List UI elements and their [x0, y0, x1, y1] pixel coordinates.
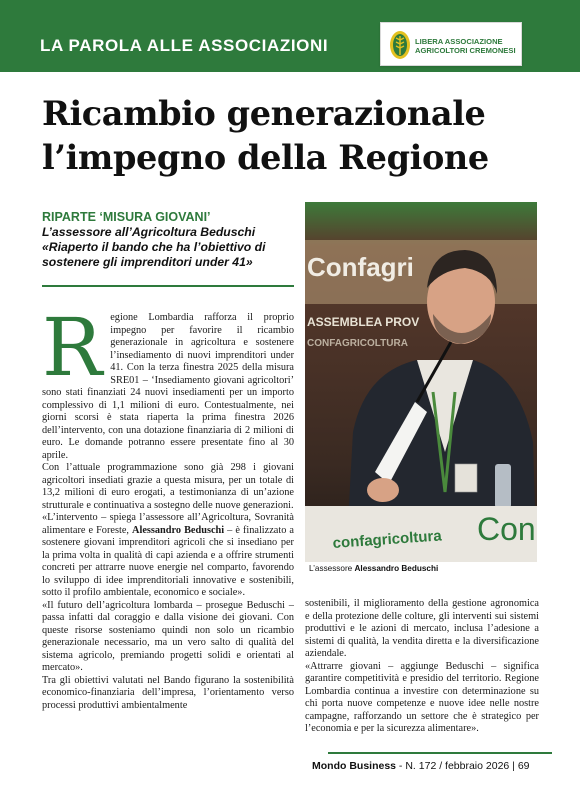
quote-intro: «L’intervento – spiega l’assessore all’Agricoltura, Sovranità alimentare e Foreste,	[42, 512, 294, 536]
footer-divider	[328, 752, 552, 754]
article-kicker: RIPARTE ‘MISURA GIOVANI’	[42, 210, 211, 224]
lead-paragraph	[42, 312, 294, 462]
page-footer	[312, 760, 530, 772]
photo-caption	[305, 562, 537, 576]
section-header-band	[0, 0, 580, 72]
body-paragraph-6: sostenibili, il miglioramento della gestione agronomica e della protezione delle colture, gli interventi sui sistemi produttivi e le azioni di mercato, inclusa l’adesione a sistemi di qualità, la vendita diretta e la diversificazione aziendale.	[305, 598, 539, 659]
caption-prefix: L’assessore	[309, 564, 355, 573]
caption-name: Alessandro Beduschi	[354, 564, 439, 573]
logo-text-line1: LIBERA ASSOCIAZIONE	[415, 37, 503, 46]
article-body-right-column	[305, 598, 539, 746]
backdrop-text-1: Confagri	[307, 252, 414, 282]
association-logo	[380, 22, 522, 66]
speaker-photo-illustration	[305, 202, 537, 576]
podium-text: confagricoltura	[332, 527, 443, 552]
body-paragraph-3	[42, 512, 294, 600]
article-body-left-column	[42, 312, 294, 794]
quoted-person-name: Alessandro Beduschi	[132, 524, 225, 536]
podium-text-big: Con	[477, 511, 536, 547]
wheat-emblem-icon	[389, 30, 411, 60]
issue-info: - N. 172 / febbraio 2026 | 69	[396, 760, 530, 772]
drop-cap: R	[42, 312, 103, 394]
article-subhead: L’assessore all’Agricoltura Beduschi «Riaperto il bando che ha l’obiettivo di sostenere gli imprenditori under 41»	[42, 225, 266, 269]
body-paragraph-5: Tra gli obiettivi valutati nel Bando figurano la sostenibilità economico-finanziaria dell’impresa, l’orientamento verso processi produttivi ambientalmente	[42, 674, 294, 711]
backdrop-text-2: ASSEMBLEA PROV	[307, 315, 420, 329]
section-title: LA PAROLA ALLE ASSOCIAZIONI	[40, 36, 329, 55]
logo-text-line2: AGRICOLTORI CREMONESI	[415, 46, 516, 55]
article-headline	[42, 92, 552, 180]
headline-line2: l’impegno della Regione	[42, 138, 489, 177]
body-paragraph-4: «Il futuro dell’agricoltura lombarda – prosegue Beduschi – passa infatti dal coraggio e dalla visione dei giovani. Con queste risorse sosteniamo quindi non solo un ricambio generazionale necessario, ma un vero salto di qualità del sistema agricolo, premiando progetti solidi e orientati al mercato».	[42, 599, 294, 673]
body-paragraph-7: «Attrarre giovani – aggiunge Beduschi – significa garantire competitività e presidio del territorio. Regione Lombardia continua a investire con determinazione su chi porta nuove competenze e nuove idee nelle nostre campagne, rafforzando un settore che è strategico per l’economia e per la sicurezza alimentare».	[305, 660, 539, 734]
magazine-name: Mondo Business	[312, 760, 397, 772]
quote-text: – è finalizzato a sostenere giovani imprenditori agricoli che si insediano per la prima volta in qualità di capi azienda e a offrire strumenti concreti per attrarre nuove energie nel comparto, favorendo lo sviluppo di idee imprenditoriali innovative e sostenibili, sotto il profilo ambientale, economico e sociale».	[42, 524, 294, 598]
subhead-divider	[42, 285, 294, 287]
lead-text: egione Lombardia rafforza il proprio impegno per favorire il ricambio generazionale in agricoltura e sostenere l’insediamento di nuovi imprenditori under 41. Con la terza finestra 2025 della misura SRE01 – ‘Insediamento giovani agricoltori’ sono stati finanziati 24 nuovi insediamenti per un importo complessivo di 1,1 milioni di euro. Contestualmente, nei giorni scorsi è stata riaperta la prima finestra 2026 dell’intervento, con una dotazione finanziaria di 2 milioni di euro. Le domande potranno essere presentate fino al 30 aprile.	[42, 312, 294, 461]
speaker-photo	[305, 202, 537, 576]
body-paragraph-2: Con l’attuale programmazione sono già 298 i giovani agricoltori insediati grazie a questa misura, per un totale di 13,2 milioni di euro erogati, a testimonianza di un’azione strutturale e continuativa a sostegno delle nuove generazioni.	[42, 462, 294, 511]
headline-line1: Ricambio generazionale	[42, 94, 486, 133]
backdrop-text-3: CONFAGRICOLTURA	[307, 338, 408, 349]
